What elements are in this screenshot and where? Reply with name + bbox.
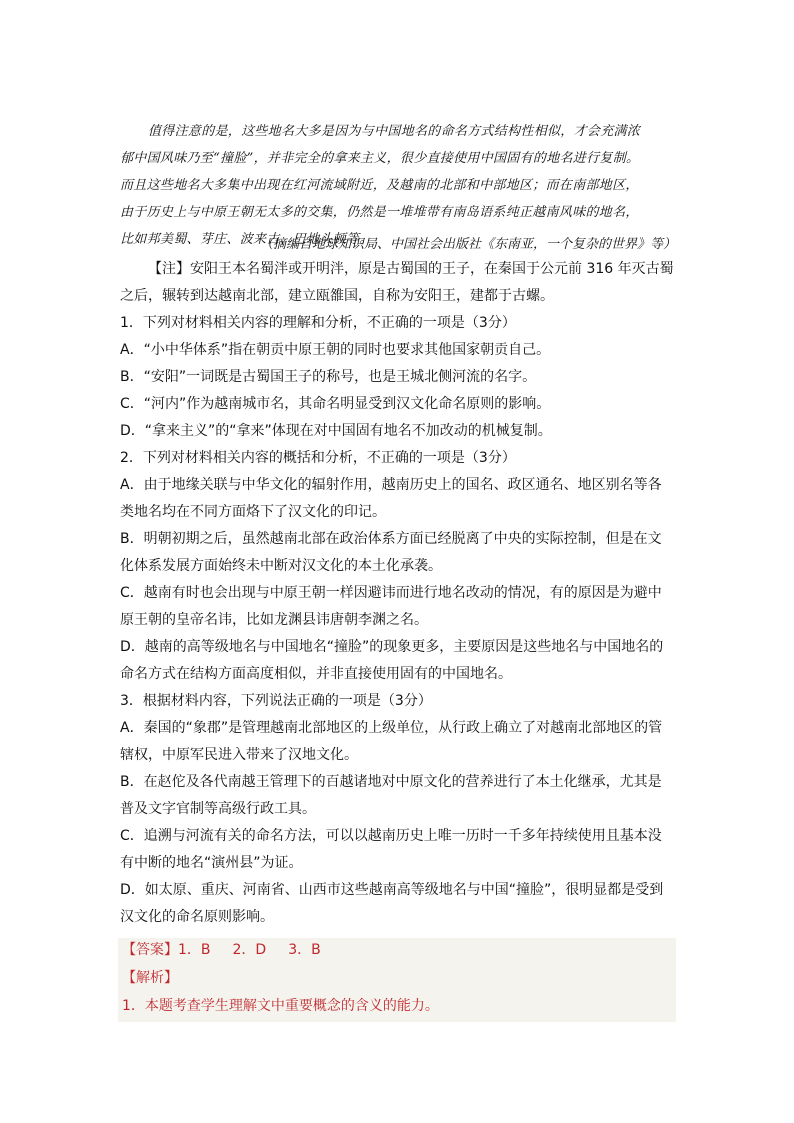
option: B．明朝初期之后，虽然越南北部在政治体系方面已经脱离了中央的实际控制，但是在文 <box>120 531 662 547</box>
passage-line: 郁中国风味乃至“撞脸”，并非完全的拿来主义，很少直接使用中国固有的地名进行复制。 <box>120 151 640 166</box>
passage-line: 比如邦美蜀、芽庄、波来古、巴地头顿等。 <box>120 232 373 247</box>
analysis-label: 【解析】 <box>122 970 178 986</box>
option: C．越南有时也会出现与中原王朝一样因避讳而进行地名改动的情况，有的原因是为避中 <box>120 585 662 601</box>
passage-line: 而且这些地名大多集中出现在红河流域附近，及越南的北部和中部地区；而在南部地区， <box>120 178 639 193</box>
option-continuation: 汉文化的命名原则影响。 <box>120 909 274 925</box>
option: D．“拿来主义”的“拿来”体现在对中国固有地名不加改动的机械复制。 <box>120 423 552 439</box>
question-stem: 1．下列对材料相关内容的理解和分析，不正确的一项是（3分） <box>120 315 516 331</box>
option: D．如太原、重庆、河南省、山西市这些越南高等级地名与中国“撞脸”，很明显都是受到 <box>120 882 664 898</box>
answer-3: 3．B <box>288 942 321 958</box>
option-continuation: 类地名均在不同方面烙下了汉文化的印记。 <box>120 504 386 520</box>
option: A．由于地缘关联与中华文化的辐射作用，越南历史上的国名、政区通名、地区别名等各 <box>120 477 662 493</box>
option-continuation: 普及文字官制等高级行政工具。 <box>120 801 316 817</box>
answer-line <box>122 939 321 959</box>
question-stem: 3．根据材料内容，下列说法正确的一项是（3分） <box>120 693 432 709</box>
passage-line: 由于历史上与中原王朝无太多的交集，仍然是一堆堆带有南岛语系纯正越南风味的地名， <box>120 205 639 220</box>
passage-line: 值得注意的是，这些地名大多是因为与中国地名的命名方式结构性相似，才会充满浓 <box>148 124 641 139</box>
note-line: 之后，辗转到达越南北部，建立瓯雒国，自称为安阳王，建都于古螺。 <box>120 288 554 304</box>
question-stem: 2．下列对材料相关内容的概括和分析，不正确的一项是（3分） <box>120 450 516 466</box>
option-continuation: 命名方式在结构方面高度相似，并非直接使用固有的中国地名。 <box>120 666 512 682</box>
option: A．秦国的“象郡”是管理越南北部地区的上级单位，从行政上确立了对越南北部地区的管 <box>120 720 663 736</box>
answer-box <box>118 938 676 1022</box>
answer-1: 1．B <box>178 942 211 958</box>
option: C．追溯与河流有关的命名方法，可以以越南历史上唯一历时一千多年持续使用且基本没 <box>120 828 662 844</box>
analysis-line: 1．本题考查学生理解文中重要概念的含义的能力。 <box>122 998 439 1014</box>
option-continuation: 原王朝的皇帝名讳，比如龙渊县讳唐朝李渊之名。 <box>120 612 428 628</box>
option: B．在赵佗及各代南越王管理下的百越诸地对中原文化的营养进行了本土化继承，尤其是 <box>120 774 662 790</box>
option: D．越南的高等级地名与中国地名“撞脸”的现象更多，主要原因是这些地名与中国地名的 <box>120 639 664 655</box>
option-continuation: 化体系发展方面始终未中断对汉文化的本土化承袭。 <box>120 558 442 574</box>
answer-2: 2．D <box>232 942 267 958</box>
answer-label: 【答案】 <box>122 942 178 958</box>
note-line: 【注】安阳王本名蜀泮或开明泮，原是古蜀国的王子，在秦国于公元前 316 年灭古蜀 <box>148 261 674 277</box>
question-body <box>120 256 676 931</box>
option: B．“安阳”一词既是古蜀国王子的称号，也是王城北侧河流的名字。 <box>120 369 537 385</box>
option: C．“河内”作为越南城市名，其命名明显受到汉文化命名原则的影响。 <box>120 396 551 412</box>
option: A．“小中华体系”指在朝贡中原王朝的同时也要求其他国家朝贡自己。 <box>120 342 551 358</box>
passage-source: （摘编自地球知识局、中国社会出版社《东南亚，一个复杂的世界》等） <box>259 237 676 252</box>
option-continuation: 有中断的地名“演州县”为证。 <box>120 855 303 871</box>
option-continuation: 辖权，中原军民进入带来了汉地文化。 <box>120 747 358 763</box>
